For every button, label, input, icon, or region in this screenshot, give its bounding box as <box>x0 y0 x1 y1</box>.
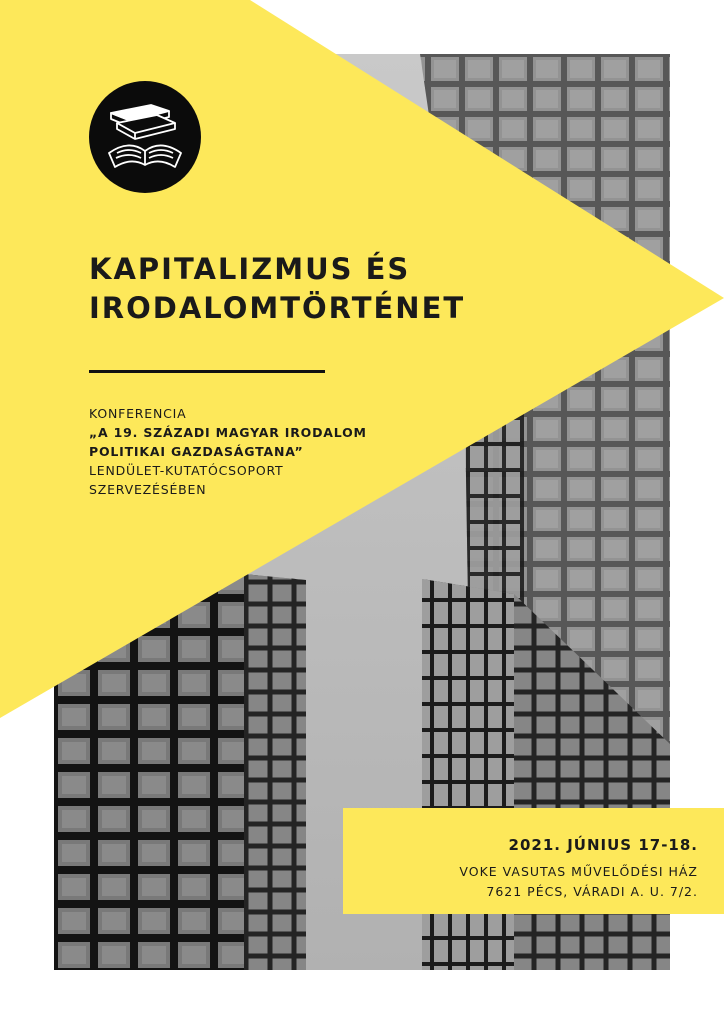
title-divider <box>89 370 325 373</box>
venue-address: 7621 PÉCS, VÁRADI A. U. 7/2. <box>486 884 698 899</box>
subtitle-project-line-2: POLITIKAI GAZDASÁGTANA” <box>89 444 304 459</box>
event-date: 2021. JÚNIUS 17-18. <box>508 836 698 854</box>
subtitle-organizer-line-2: SZERVEZÉSÉBEN <box>89 482 207 497</box>
subtitle-conference: KONFERENCIA <box>89 406 187 421</box>
title-line-1: KAPITALIZMUS ÉS <box>89 252 411 286</box>
subtitle-project-line-1: „A 19. SZÁZADI MAGYAR IRODALOM <box>89 425 367 440</box>
event-info-box <box>343 808 724 914</box>
books-icon <box>89 81 201 193</box>
books-logo <box>89 81 201 193</box>
subtitle-organizer-line-1: LENDÜLET-KUTATÓCSOPORT <box>89 463 284 478</box>
venue-name: VOKE VASUTAS MŰVELŐDÉSI HÁZ <box>459 864 698 879</box>
title-line-2: IRODALOMTÖRTÉNET <box>89 291 466 325</box>
